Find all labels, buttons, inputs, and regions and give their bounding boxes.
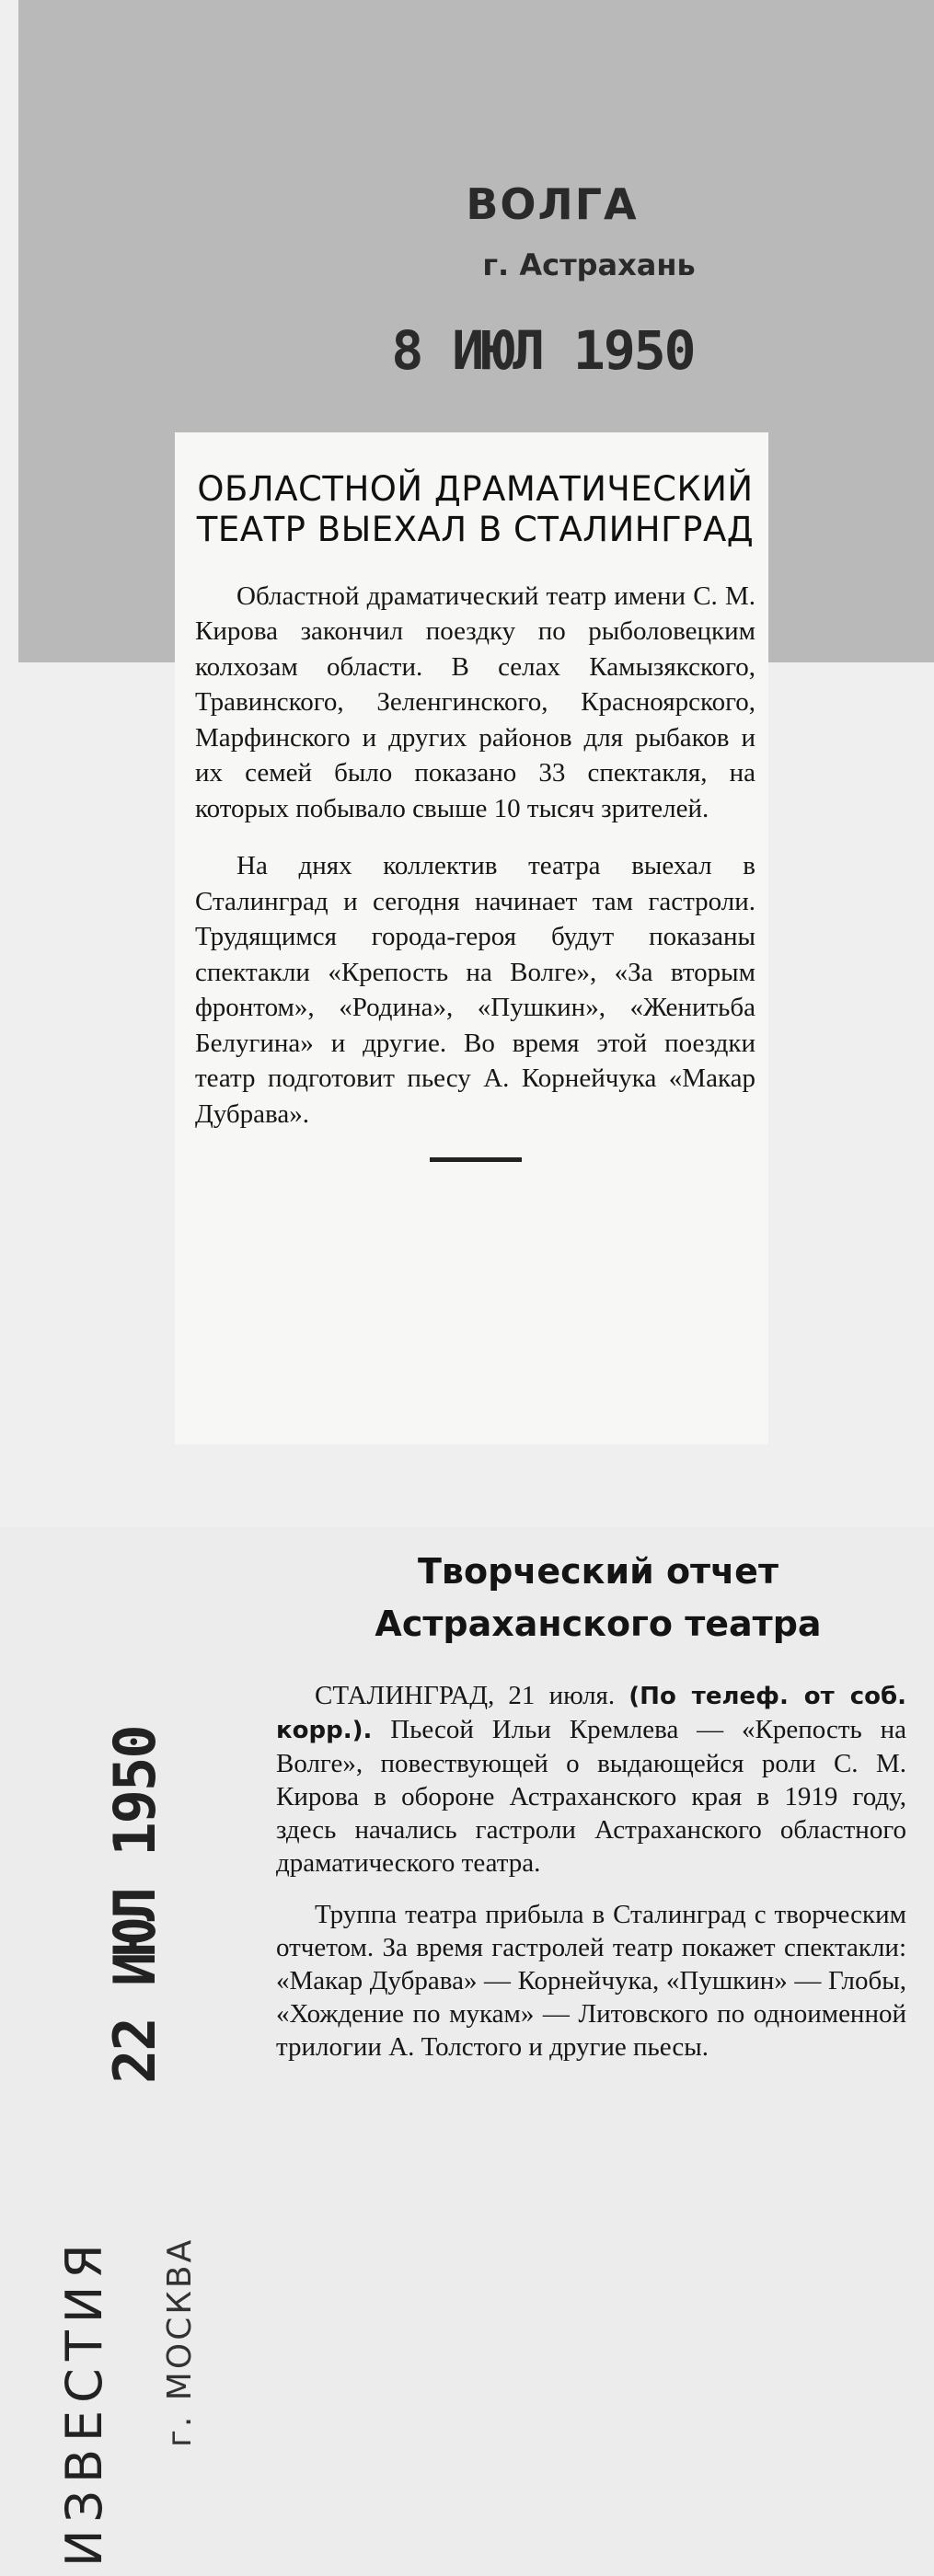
article-body	[276, 1679, 906, 2064]
stamp-date-vertical: 22 ИЮЛ 1950	[101, 1726, 168, 2084]
paragraph-text: Пьесой Ильи Кремлева — «Крепость на Волге», повествующей о выдающейся роли С. М. Кирова в обороне Астраханского края в 1919 году, здесь начались гастроли Астраханского областного драматического театра.	[276, 1715, 907, 1878]
stamp-city: г. Астрахань	[482, 247, 696, 282]
article-title: ОБЛАСТНОЙ ДРАМАТИЧЕСКИЙ ТЕАТР ВЫЕХАЛ В СТАЛИНГРАД	[196, 469, 755, 550]
source-note: (По телеф. от соб. корр.).	[276, 1683, 906, 1744]
article-title-line: Астраханского театра	[375, 1604, 822, 1644]
article-paragraph: На днях коллектив театра выехал в Сталинград и сегодня начинает там гастроли. Трудящимся города-героя будут показаны спектакли «Крепость на Волге», «За вторым фронтом», «Родина», «Пушкин», «Женитьба Белугина» и другие. Во время этой поездки театр подготовит пьесу А. Корнейчука «Макар Дубрава».	[195, 851, 755, 1129]
stamp-date: 8 ИЮЛ 1950	[391, 319, 695, 382]
article-title	[281, 1546, 916, 1650]
article-title-line: Творческий отчет	[418, 1551, 778, 1592]
stamp-paper-name: ВОЛГА	[466, 179, 639, 229]
article-paragraph	[276, 1679, 906, 1880]
stamp-paper-name-vertical: ИЗВЕСТИЯ	[55, 2237, 113, 2567]
article-paragraph: Областной драматический театр имени С. М. Кирова закончил поездку по рыболовецким колхозам области. В селах Камызякского, Травинского, Зеленгинского, Красноярского, Марфинского и других районов для рыбаков и их семей было показано 33 спектакля, на которых побывало свыше 10 тысяч зрителей.	[195, 581, 755, 823]
article-paragraph: Труппа театра прибыла в Сталинград с творческим отчетом. За время гастролей театр покажет спектакли: «Макар Дубрава» — Корнейчука, «Пушкин» — Глобы, «Хождение по мукам» — Литовского по одноименной трилогии А. Толстого и другие пьесы.	[276, 1900, 906, 2062]
newspaper-stamp-volga	[359, 179, 745, 382]
clipping-volga-article	[175, 432, 768, 1444]
article-end-rule	[430, 1157, 522, 1162]
stamp-city-vertical: г. МОСКВА	[161, 2237, 199, 2447]
dateline: СТАЛИНГРАД, 21 июля.	[315, 1681, 616, 1710]
